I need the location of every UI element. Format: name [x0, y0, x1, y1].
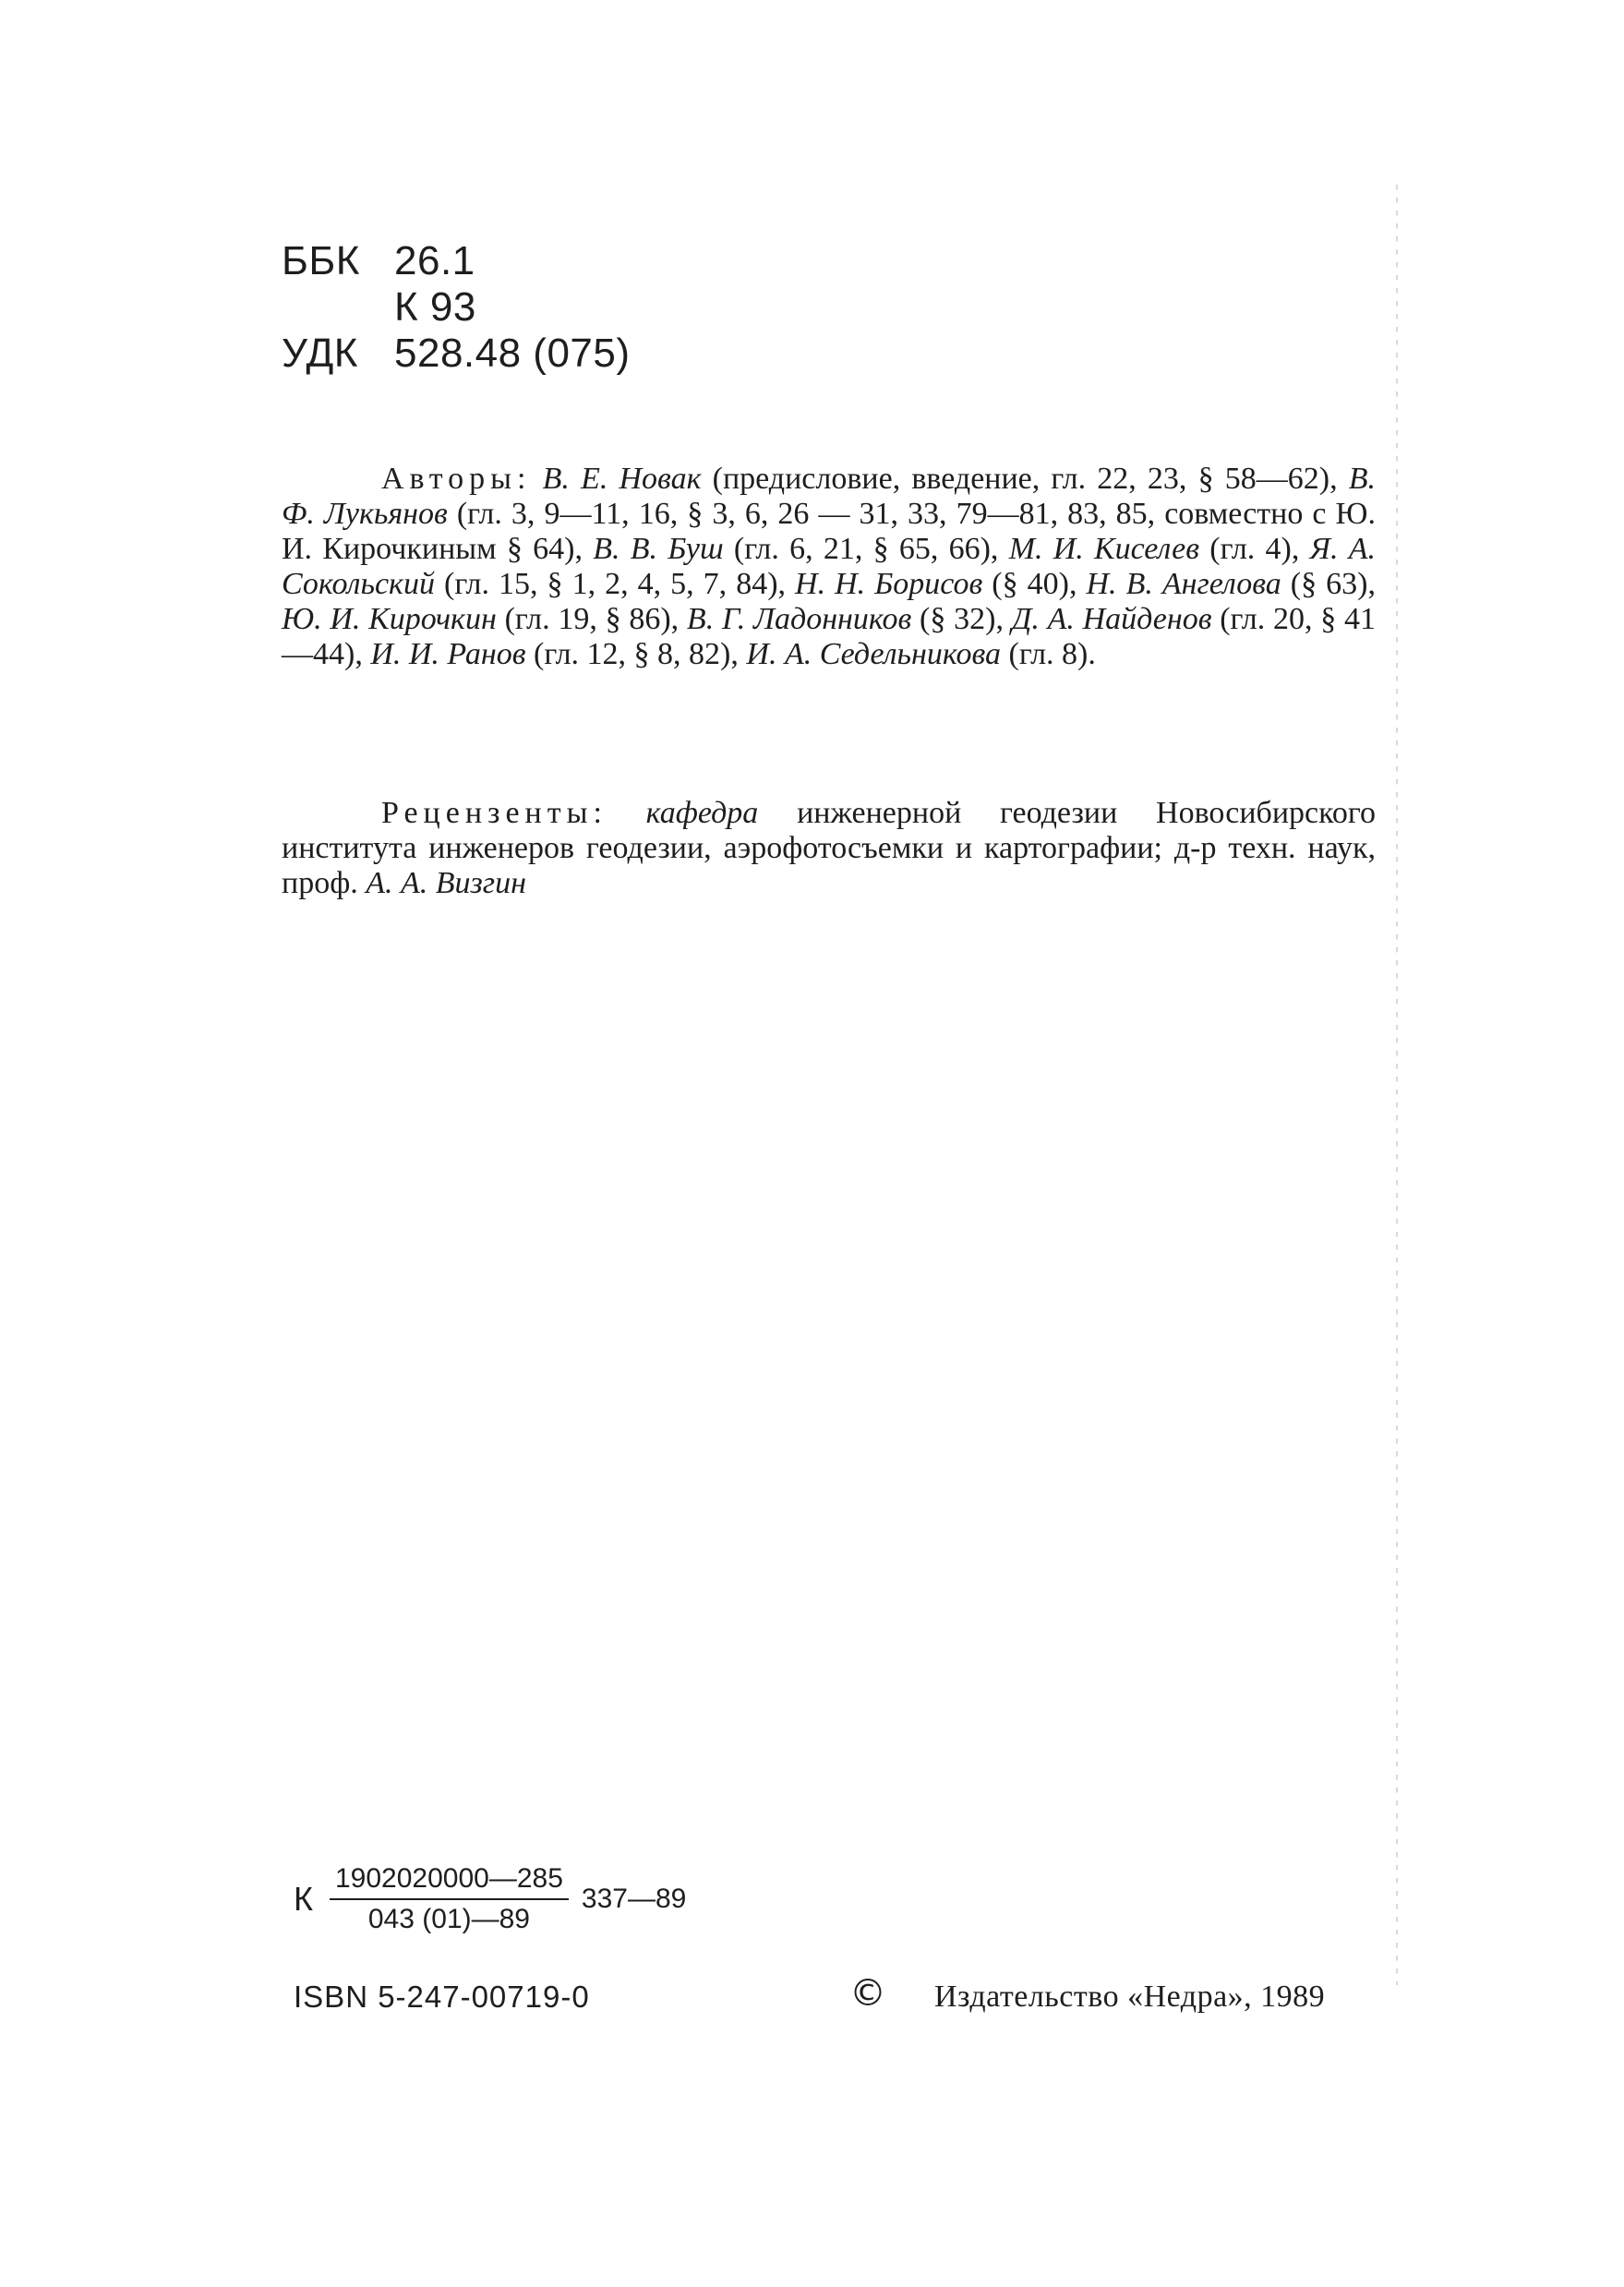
bbk-row: [282, 238, 631, 284]
person-name: В. В. Буш: [593, 532, 724, 566]
publication-code-numerator: 1902020000—285: [330, 1863, 569, 1900]
person-name: Д. А. Найденов: [1011, 602, 1212, 636]
udk-value: 528.48 (075): [394, 331, 631, 376]
person-name: В. Е. Новак: [542, 462, 702, 496]
authors-label: Авторы:: [381, 462, 532, 496]
reviewers-paragraph: [282, 796, 1376, 901]
text-run: (гл. 3, 9—11, 16, § 3, 6, 26 — 31, 33, 79—81, 83, 85, совместно с Ю. И. Кирочкиным § 64),: [282, 497, 1376, 566]
person-name: И. И. Ранов: [370, 637, 526, 671]
bbk-value: 26.1: [394, 238, 475, 283]
publication-code-letter: К: [294, 1880, 313, 1918]
copyright-icon: ©: [849, 1972, 886, 2015]
text-run: (гл. 12, § 8, 82),: [525, 637, 747, 671]
text-run: (гл. 15, § 1, 2, 4, 5, 7, 84),: [434, 567, 796, 601]
classification-block: [282, 238, 631, 377]
person-name: кафедра: [645, 796, 759, 830]
text-run: инженерной геодезии Новосибирского института инженеров геодезии, аэрофотосъемки и картографии; д-р техн. наук, проф.: [282, 796, 1377, 900]
person-name: Н. Н. Борисов: [795, 567, 983, 601]
authors-paragraph: [282, 462, 1376, 672]
publication-code: [294, 1863, 686, 1935]
person-name: Я. А. Сокольский: [282, 532, 1376, 601]
author-mark-row: [282, 284, 631, 331]
publication-code-fraction: [330, 1863, 569, 1935]
person-name: А. А. Визгин: [366, 866, 526, 900]
person-name: М. И. Киселев: [1008, 532, 1200, 566]
udk-row: [282, 331, 631, 377]
person-name: И. А. Седельникова: [746, 637, 1002, 671]
publication-code-denominator: 043 (01)—89: [367, 1904, 530, 1934]
person-name: Ю. И. Кирочкин: [282, 602, 497, 636]
reviewers-label: Рецензенты:: [381, 796, 607, 830]
author-mark: К 93: [394, 284, 476, 330]
text-run: (гл. 19, § 86),: [496, 602, 687, 636]
person-name: В. Г. Ладонников: [686, 602, 912, 636]
text-run: (гл. 20, § 41—44),: [282, 602, 1376, 671]
publisher-line: Издательство «Недра», 1989: [934, 1980, 1326, 2014]
scan-edge-artifact: [1396, 185, 1398, 1985]
bbk-label: ББК: [282, 238, 360, 283]
text-run: (гл. 4),: [1199, 532, 1310, 566]
text-run: (гл. 8).: [1001, 637, 1096, 671]
person-name: В. Ф. Лукьянов: [282, 462, 1377, 531]
text-run: (предисловие, введение, гл. 22, 23, § 58—62),: [701, 462, 1349, 496]
text-run: (§ 63),: [1281, 567, 1376, 601]
isbn: ISBN 5-247-00719-0: [294, 1980, 590, 2014]
person-name: Н. В. Ангелова: [1086, 567, 1281, 601]
udk-label: УДК: [282, 331, 358, 376]
text-run: (§ 40),: [982, 567, 1087, 601]
text-run: (гл. 6, 21, § 65, 66),: [723, 532, 1009, 566]
text-run: (§ 32),: [911, 602, 1012, 636]
publication-code-suffix: 337—89: [581, 1884, 687, 1914]
